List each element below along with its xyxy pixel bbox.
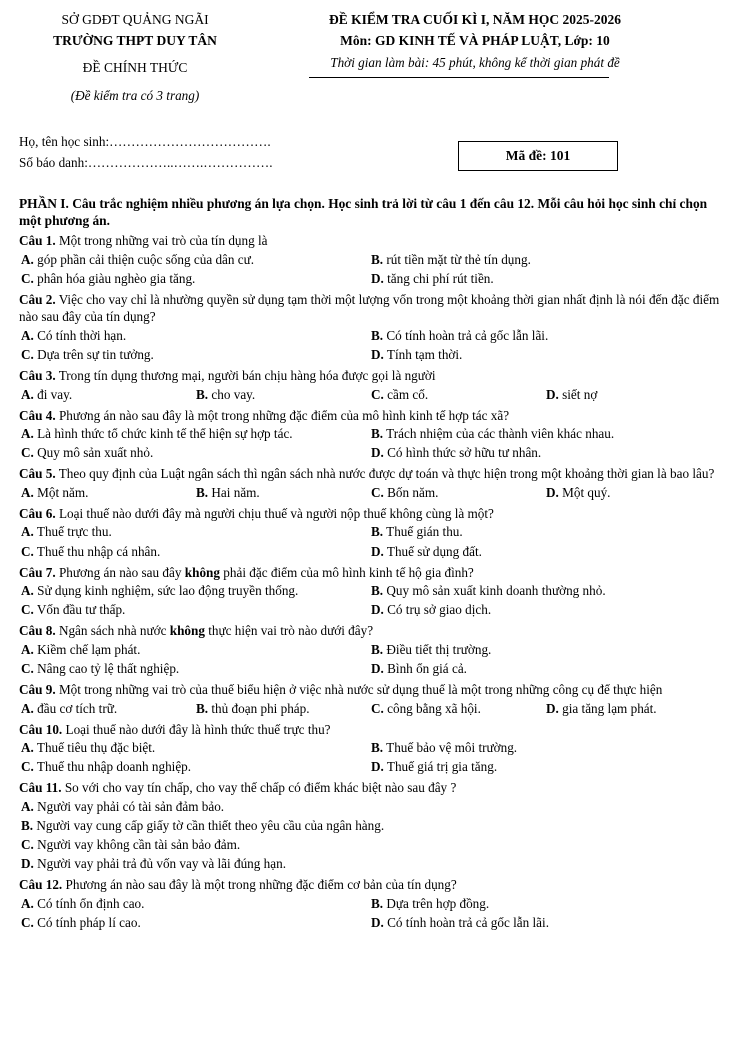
option-text: rút tiền mặt từ thẻ tín dụng.	[383, 251, 531, 267]
option-letter: A.	[21, 895, 34, 911]
option-text: Quy mô sản xuất nhỏ.	[33, 445, 154, 461]
question-text: Trong tín dụng thương mại, người bán chịu hàng hóa được gọi là người	[58, 368, 436, 384]
option-text: công bằng xã hội.	[383, 700, 481, 716]
option-letter: D.	[546, 484, 559, 500]
option-letter: D.	[371, 445, 384, 461]
option-text: Bốn năm.	[383, 484, 439, 500]
question-10	[19, 721, 721, 738]
answer-option	[21, 424, 371, 443]
option-letter: C.	[21, 602, 34, 618]
answer-options	[19, 581, 721, 619]
answer-option	[371, 483, 546, 502]
question-number: Câu 5.	[19, 466, 56, 482]
option-letter: C.	[21, 445, 34, 461]
option-text: Bình ổn giá cả.	[383, 660, 467, 676]
exam-code-box: Mã đề: 101	[458, 141, 618, 171]
question-9	[19, 681, 721, 698]
question-12	[19, 876, 721, 893]
option-text: Thuế thu nhập doanh nghiệp.	[33, 759, 192, 775]
question-number: Câu 12.	[19, 877, 63, 893]
question-text: phải đặc điểm của mô hình kinh tế hộ gia đình?	[219, 564, 474, 580]
option-text: Thuế sử dụng đất.	[383, 543, 482, 559]
answer-option	[371, 424, 721, 443]
answer-options	[19, 483, 721, 502]
option-text: Người vay phải có tài sản đảm bảo.	[33, 798, 225, 814]
answer-option	[21, 250, 371, 269]
question-number: Câu 8.	[19, 623, 56, 639]
option-text: Dựa trên hợp đồng.	[383, 895, 490, 911]
option-letter: A.	[21, 327, 34, 343]
option-letter: A.	[21, 700, 34, 716]
option-letter: B.	[371, 583, 384, 599]
option-text: góp phần cải thiện cuộc sống của dân cư.	[33, 251, 255, 267]
answer-options	[19, 250, 721, 288]
option-text: Một năm.	[33, 484, 89, 500]
option-text: thủ đoạn phi pháp.	[208, 700, 310, 716]
option-letter: A.	[21, 386, 34, 402]
answer-option	[371, 640, 721, 659]
option-letter: A.	[21, 583, 34, 599]
option-text: cho vay.	[208, 386, 256, 402]
answer-option	[371, 699, 546, 718]
option-letter: A.	[21, 484, 34, 500]
question-11	[19, 779, 721, 796]
answer-option	[21, 854, 721, 873]
option-text: Người vay không cần tài sản bảo đảm.	[33, 837, 241, 853]
answer-option	[196, 483, 371, 502]
option-text: Có tính pháp lí cao.	[33, 914, 141, 930]
question-text: thực hiện vai trò nào dưới đây?	[204, 623, 374, 639]
answer-options	[19, 797, 721, 874]
school-name: TRƯỜNG THPT DUY TÂN	[53, 33, 217, 48]
answer-option	[371, 659, 721, 678]
option-text: Tính tạm thời.	[383, 347, 463, 362]
option-text: đầu cơ tích trữ.	[33, 700, 118, 716]
question-4	[19, 407, 721, 424]
answer-option	[371, 757, 721, 776]
answer-option	[371, 385, 546, 404]
question-text: Phương án nào sau đây là một trong những đặc điểm của mô hình kinh tế hợp tác xã?	[58, 407, 510, 423]
option-letter: D.	[371, 270, 384, 286]
question-emphasis: không	[169, 623, 205, 639]
option-text: Có tính ổn định cao.	[33, 895, 145, 911]
student-name-field: Họ, tên học sinh:……………………………….	[19, 134, 271, 149]
option-text: Hai năm.	[208, 484, 260, 500]
answer-option	[371, 600, 721, 619]
answer-option	[21, 816, 721, 835]
answer-options	[19, 385, 721, 404]
option-letter: D.	[371, 347, 384, 362]
option-letter: D.	[371, 914, 384, 930]
option-text: Người vay cung cấp giấy tờ cần thiết theo yêu cầu của ngân hàng.	[33, 817, 385, 833]
option-letter: D.	[371, 543, 384, 559]
answer-option	[546, 385, 721, 404]
header-underline	[309, 77, 609, 78]
option-text: Thuế trực thu.	[33, 524, 112, 540]
question-text: Phương án nào sau đây	[58, 564, 185, 580]
option-letter: A.	[21, 740, 34, 756]
question-emphasis: không	[184, 564, 220, 580]
option-letter: A.	[21, 798, 34, 814]
answer-option	[21, 581, 371, 600]
answer-option	[21, 757, 371, 776]
option-letter: A.	[21, 251, 34, 267]
option-letter: C.	[21, 270, 34, 286]
option-letter: B.	[196, 700, 209, 716]
answer-option	[21, 522, 371, 541]
answer-option	[371, 542, 721, 561]
answer-option	[21, 797, 721, 816]
option-text: phân hóa giàu nghèo gia tăng.	[33, 270, 196, 286]
student-id-field: Số báo danh:………………..…….…………….	[19, 155, 273, 170]
answer-option	[196, 385, 371, 404]
answer-option	[21, 913, 371, 932]
option-letter: C.	[371, 700, 384, 716]
answer-option	[546, 699, 721, 718]
option-text: Một quý.	[558, 484, 611, 500]
option-text: siết nợ	[558, 386, 598, 402]
question-text: Ngân sách nhà nước	[58, 623, 170, 639]
option-letter: D.	[546, 386, 559, 402]
question-list	[19, 232, 721, 932]
answer-option	[371, 913, 721, 932]
answer-options	[19, 738, 721, 776]
answer-option	[196, 699, 371, 718]
answer-options	[19, 326, 721, 364]
option-letter: B.	[371, 251, 384, 267]
option-letter: C.	[21, 837, 34, 853]
option-letter: B.	[371, 327, 384, 343]
option-text: Có tính hoàn trả cả gốc lẫn lãi.	[383, 327, 549, 343]
option-letter: B.	[196, 386, 209, 402]
option-text: Có tính hoàn trả cả gốc lẫn lãi.	[383, 914, 549, 930]
option-letter: D.	[21, 856, 34, 872]
question-8	[19, 622, 721, 639]
pages-note: (Đề kiểm tra có 3 trang)	[70, 88, 200, 103]
option-text: Có hình thức sở hữu tư nhân.	[383, 445, 542, 461]
option-text: Thuế giá trị gia tăng.	[383, 759, 498, 775]
answer-option	[371, 250, 721, 269]
option-letter: A.	[21, 426, 34, 442]
answer-option	[21, 326, 371, 345]
question-text: Một trong những vai trò của tín dụng là	[58, 233, 268, 249]
question-number: Câu 9.	[19, 682, 56, 698]
exam-subject: Môn: GD KINH TẾ VÀ PHÁP LUẬT, Lớp: 10	[340, 33, 610, 48]
option-text: Có trụ sở giao dịch.	[383, 602, 492, 618]
question-5	[19, 465, 721, 482]
option-text: Vốn đầu tư thấp.	[33, 602, 126, 618]
answer-options	[19, 522, 721, 560]
option-letter: B.	[371, 740, 384, 756]
answer-option	[371, 269, 721, 288]
option-letter: B.	[21, 817, 34, 833]
option-text: tăng chi phí rút tiền.	[383, 270, 494, 286]
option-text: đi vay.	[33, 386, 73, 402]
answer-options	[19, 640, 721, 678]
option-letter: B.	[196, 484, 209, 500]
question-number: Câu 4.	[19, 407, 56, 423]
answer-option	[21, 699, 196, 718]
option-text: Dựa trên sự tin tưởng.	[33, 347, 154, 362]
answer-option	[371, 345, 721, 364]
question-7	[19, 564, 721, 581]
answer-option	[21, 269, 371, 288]
answer-option	[371, 581, 721, 600]
option-text: Sử dụng kinh nghiệm, sức lao động truyền thống.	[33, 583, 299, 599]
answer-option	[21, 738, 371, 757]
question-text: Theo quy định của Luật ngân sách thì ngân sách nhà nước được dự toán và thực hiện trong một khoảng thời gian là bao lâu?	[58, 466, 715, 482]
option-letter: D.	[371, 660, 384, 676]
option-text: Trách nhiệm của các thành viên khác nhau.	[383, 426, 615, 442]
answer-option	[21, 385, 196, 404]
question-2	[19, 291, 721, 326]
answer-option	[371, 522, 721, 541]
option-letter: D.	[371, 759, 384, 775]
exam-time: Thời gian làm bài: 45 phút, không kể thời gian phát đề	[330, 55, 620, 70]
question-number: Câu 6.	[19, 505, 56, 521]
answer-option	[21, 345, 371, 364]
question-number: Câu 11.	[19, 780, 62, 796]
answer-options	[19, 424, 721, 462]
answer-option	[371, 894, 721, 913]
question-text: Một trong những vai trò của thuế biểu hiện ở việc nhà nước sử dụng thuế là một trong những công cụ để thực hiện	[58, 682, 663, 698]
option-letter: C.	[21, 347, 34, 362]
answer-option	[371, 443, 721, 462]
option-letter: D.	[546, 700, 559, 716]
question-6	[19, 505, 721, 522]
exam-title: ĐỀ KIỂM TRA CUỐI KÌ I, NĂM HỌC 2025-2026	[329, 12, 621, 27]
part-title: PHẦN I. Câu trắc nghiệm nhiều phương án lựa chọn. Học sinh trả lời từ câu 1 đến câu 12. Mỗi câu hỏi học sinh chỉ chọn một phương án.	[19, 196, 708, 229]
department-name: SỞ GDĐT QUẢNG NGÃI	[61, 12, 209, 27]
option-letter: B.	[371, 524, 384, 540]
answer-option	[371, 326, 721, 345]
answer-option	[21, 659, 371, 678]
option-letter: B.	[371, 895, 384, 911]
question-text: Loại thuế nào dưới đây là hình thức thuế trực thu?	[65, 721, 331, 737]
answer-option	[21, 483, 196, 502]
answer-option	[21, 894, 371, 913]
answer-option	[21, 542, 371, 561]
option-letter: C.	[21, 543, 34, 559]
option-letter: C.	[371, 386, 384, 402]
option-text: Thuế tiêu thụ đặc biệt.	[33, 740, 156, 756]
option-letter: C.	[21, 759, 34, 775]
question-3	[19, 367, 721, 384]
answer-option	[21, 640, 371, 659]
option-text: Thuế thu nhập cá nhân.	[33, 543, 161, 559]
option-text: Thuế bảo vệ môi trường.	[383, 740, 518, 756]
question-number: Câu 10.	[19, 721, 63, 737]
option-text: Là hình thức tổ chức kinh tế thể hiện sự hợp tác.	[33, 426, 293, 442]
answer-option	[546, 483, 721, 502]
question-number: Câu 7.	[19, 564, 56, 580]
answer-option	[21, 443, 371, 462]
question-1	[19, 232, 721, 249]
option-letter: C.	[21, 914, 34, 930]
option-letter: C.	[371, 484, 384, 500]
answer-option	[21, 600, 371, 619]
official-label: ĐỀ CHÍNH THỨC	[82, 60, 188, 75]
option-text: Có tính thời hạn.	[33, 327, 127, 343]
option-letter: D.	[371, 602, 384, 618]
option-text: Nâng cao tỷ lệ thất nghiệp.	[33, 660, 180, 676]
option-letter: B.	[371, 426, 384, 442]
question-number: Câu 3.	[19, 368, 56, 384]
answer-options	[19, 699, 721, 718]
question-text: Phương án nào sau đây là một trong những đặc điểm cơ bản của tín dụng?	[65, 877, 457, 893]
answer-options	[19, 894, 721, 932]
option-text: gia tăng lạm phát.	[558, 700, 657, 716]
option-text: cầm cố.	[383, 386, 429, 402]
exam-content	[19, 195, 721, 932]
option-text: Điều tiết thị trường.	[383, 641, 492, 657]
option-text: Quy mô sản xuất kinh doanh thường nhỏ.	[383, 583, 606, 599]
option-text: Thuế gián thu.	[383, 524, 463, 540]
question-number: Câu 1.	[19, 233, 56, 249]
question-text: Việc cho vay chỉ là nhường quyền sử dụng tạm thời một lượng vốn trong một khoảng thời gian nhất định là nói đến đặc điểm nào sau đây của tín dụng?	[19, 292, 720, 325]
question-text: Loại thuế nào dưới đây mà người chịu thuế và người nộp thuế không cùng là một?	[58, 505, 494, 521]
option-letter: B.	[371, 641, 384, 657]
question-number: Câu 2.	[19, 292, 56, 308]
option-letter: C.	[21, 660, 34, 676]
option-text: Người vay phải trả đủ vốn vay và lãi đúng hạn.	[33, 856, 287, 872]
answer-option	[21, 835, 721, 854]
option-letter: A.	[21, 641, 34, 657]
question-text: So với cho vay tín chấp, cho vay thế chấp có điểm khác biệt nào sau đây ?	[64, 780, 457, 796]
answer-option	[371, 738, 721, 757]
option-text: Kiềm chế lạm phát.	[33, 641, 141, 657]
option-letter: A.	[21, 524, 34, 540]
